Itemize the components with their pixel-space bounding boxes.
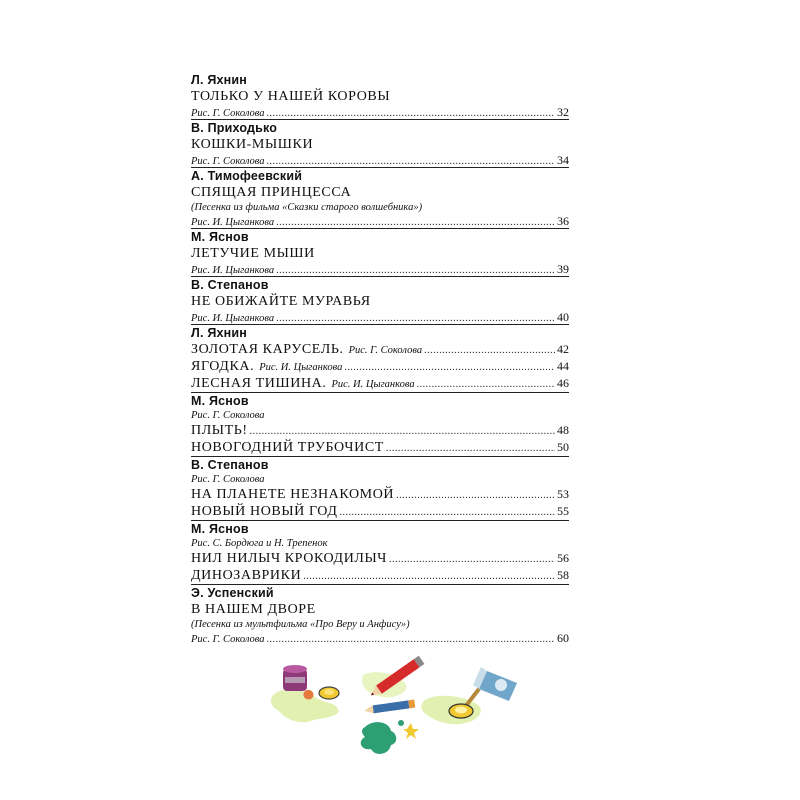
entry-title: ЯГОДКА. xyxy=(191,359,255,374)
author-name: Л. Яхнин xyxy=(191,73,248,87)
dot-leader xyxy=(267,155,555,169)
dot-leader xyxy=(386,440,555,457)
dot-leader xyxy=(424,342,555,359)
illustrator-row xyxy=(191,153,569,167)
toc-section xyxy=(191,72,569,119)
note-line: (Песенка из мультфильма «Про Веру и Анфису») xyxy=(191,619,410,630)
toc-section xyxy=(191,392,569,456)
illustrator-credit: Рис. Г. Соколова xyxy=(348,345,423,356)
illustrator-credit: Рис. И. Цыганкова xyxy=(331,379,415,390)
entry-title: НОВОГОДНИЙ ТРУБОЧИСТ xyxy=(191,440,384,455)
entry-title: ЛЕСНАЯ ТИШИНА. xyxy=(191,376,327,391)
entry-title: ДИНОЗАВРИКИ xyxy=(191,568,302,583)
entry-title: ЗОЛОТАЯ КАРУСЕЛЬ. xyxy=(191,342,344,357)
toc-section xyxy=(191,167,569,228)
page-number: 48 xyxy=(557,423,569,437)
table-of-contents xyxy=(191,72,569,645)
decorative-illustration xyxy=(265,655,535,765)
note-line: Рис. Г. Соколова xyxy=(191,410,265,421)
green-blob-icon xyxy=(361,720,419,754)
author-name: М. Яснов xyxy=(191,394,249,408)
dot-leader xyxy=(267,107,555,121)
toc-section xyxy=(191,276,569,324)
author-name: Л. Яхнин xyxy=(191,326,248,340)
illustrator-credit: Рис. Г. Соколова xyxy=(191,108,265,119)
note-line: Рис. Г. Соколова xyxy=(191,474,265,485)
toc-entry xyxy=(191,486,569,503)
page-number: 32 xyxy=(557,105,569,119)
work-title: ЛЕТУЧИЕ МЫШИ xyxy=(191,246,315,261)
illustrator-credit: Рис. Г. Соколова xyxy=(191,156,265,167)
page-number: 53 xyxy=(557,487,569,501)
page-number: 36 xyxy=(557,214,569,228)
dot-leader xyxy=(303,568,555,585)
toc-section xyxy=(191,228,569,276)
work-title: СПЯЩАЯ ПРИНЦЕССА xyxy=(191,185,352,200)
author-name: В. Приходько xyxy=(191,121,278,135)
work-title: КОШКИ-МЫШКИ xyxy=(191,137,314,152)
page-number: 50 xyxy=(557,440,569,454)
note-line: (Песенка из фильма «Сказки старого волшебника») xyxy=(191,202,423,213)
page-number: 56 xyxy=(557,551,569,565)
toc-entry xyxy=(191,375,569,392)
page-number: 40 xyxy=(557,310,569,324)
page-number: 42 xyxy=(557,342,569,356)
page-number: 55 xyxy=(557,504,569,518)
entry-title: НОВЫЙ НОВЫЙ ГОД xyxy=(191,504,338,519)
author-name: В. Степанов xyxy=(191,278,269,292)
illustrator-row xyxy=(191,310,569,324)
toc-entry xyxy=(191,358,569,375)
dot-leader xyxy=(276,264,555,278)
toc-section xyxy=(191,520,569,584)
page-number: 60 xyxy=(557,631,569,645)
illustrator-credit: Рис. И. Цыганкова xyxy=(191,265,275,276)
author-name: А. Тимофеевский xyxy=(191,169,303,183)
toc-entry xyxy=(191,439,569,456)
dot-leader xyxy=(389,551,555,568)
illustrator-credit: Рис. И. Цыганкова xyxy=(259,362,343,373)
paint-lid-icon xyxy=(449,704,473,718)
author-name: М. Яснов xyxy=(191,230,249,244)
dot-leader xyxy=(276,312,555,326)
illustrator-credit: Рис. Г. Соколова xyxy=(191,634,265,645)
page-number: 46 xyxy=(557,376,569,390)
dot-leader xyxy=(396,487,555,504)
toc-entry xyxy=(191,503,569,520)
illustrator-row xyxy=(191,262,569,276)
illustrator-row xyxy=(191,631,569,645)
dot-leader xyxy=(339,504,555,521)
author-name: Э. Успенский xyxy=(191,586,274,600)
toc-entry xyxy=(191,422,569,439)
work-title: НЕ ОБИЖАЙТЕ МУРАВЬЯ xyxy=(191,294,371,309)
work-title: В НАШЕМ ДВОРЕ xyxy=(191,602,316,617)
dot-leader xyxy=(344,359,555,376)
toc-entry xyxy=(191,567,569,584)
entry-title: ПЛЫТЬ! xyxy=(191,423,248,438)
toc-section xyxy=(191,584,569,645)
toc-section xyxy=(191,119,569,167)
page-number: 58 xyxy=(557,568,569,582)
illustrator-credit: Рис. И. Цыганкова xyxy=(191,313,275,324)
toc-entry xyxy=(191,341,569,358)
note-line: Рис. С. Бордюга и Н. Трепенок xyxy=(191,538,328,549)
entry-title: НИЛ НИЛЫЧ КРОКОДИЛЫЧ xyxy=(191,551,388,566)
dot-leader xyxy=(267,633,555,647)
toc-section xyxy=(191,456,569,520)
author-name: М. Яснов xyxy=(191,522,249,536)
illustrator-credit: Рис. И. Цыганкова xyxy=(191,217,275,228)
work-title: ТОЛЬКО У НАШЕЙ КОРОВЫ xyxy=(191,89,391,104)
dot-leader xyxy=(250,423,555,440)
dot-leader xyxy=(417,376,555,393)
paint-dab-icon xyxy=(303,687,339,699)
illustrator-row xyxy=(191,214,569,228)
toc-section xyxy=(191,324,569,392)
entry-title: НА ПЛАНЕТЕ НЕЗНАКОМОЙ xyxy=(191,487,395,502)
dot-leader xyxy=(276,216,555,230)
page-number: 44 xyxy=(557,359,569,373)
toc-entry xyxy=(191,550,569,567)
illustrator-row xyxy=(191,105,569,119)
paint-tube-icon xyxy=(465,667,517,707)
paint-jar-icon xyxy=(283,665,307,691)
page-number: 34 xyxy=(557,153,569,167)
page-number: 39 xyxy=(557,262,569,276)
blue-pencil-icon xyxy=(364,700,416,715)
author-name: В. Степанов xyxy=(191,458,269,472)
